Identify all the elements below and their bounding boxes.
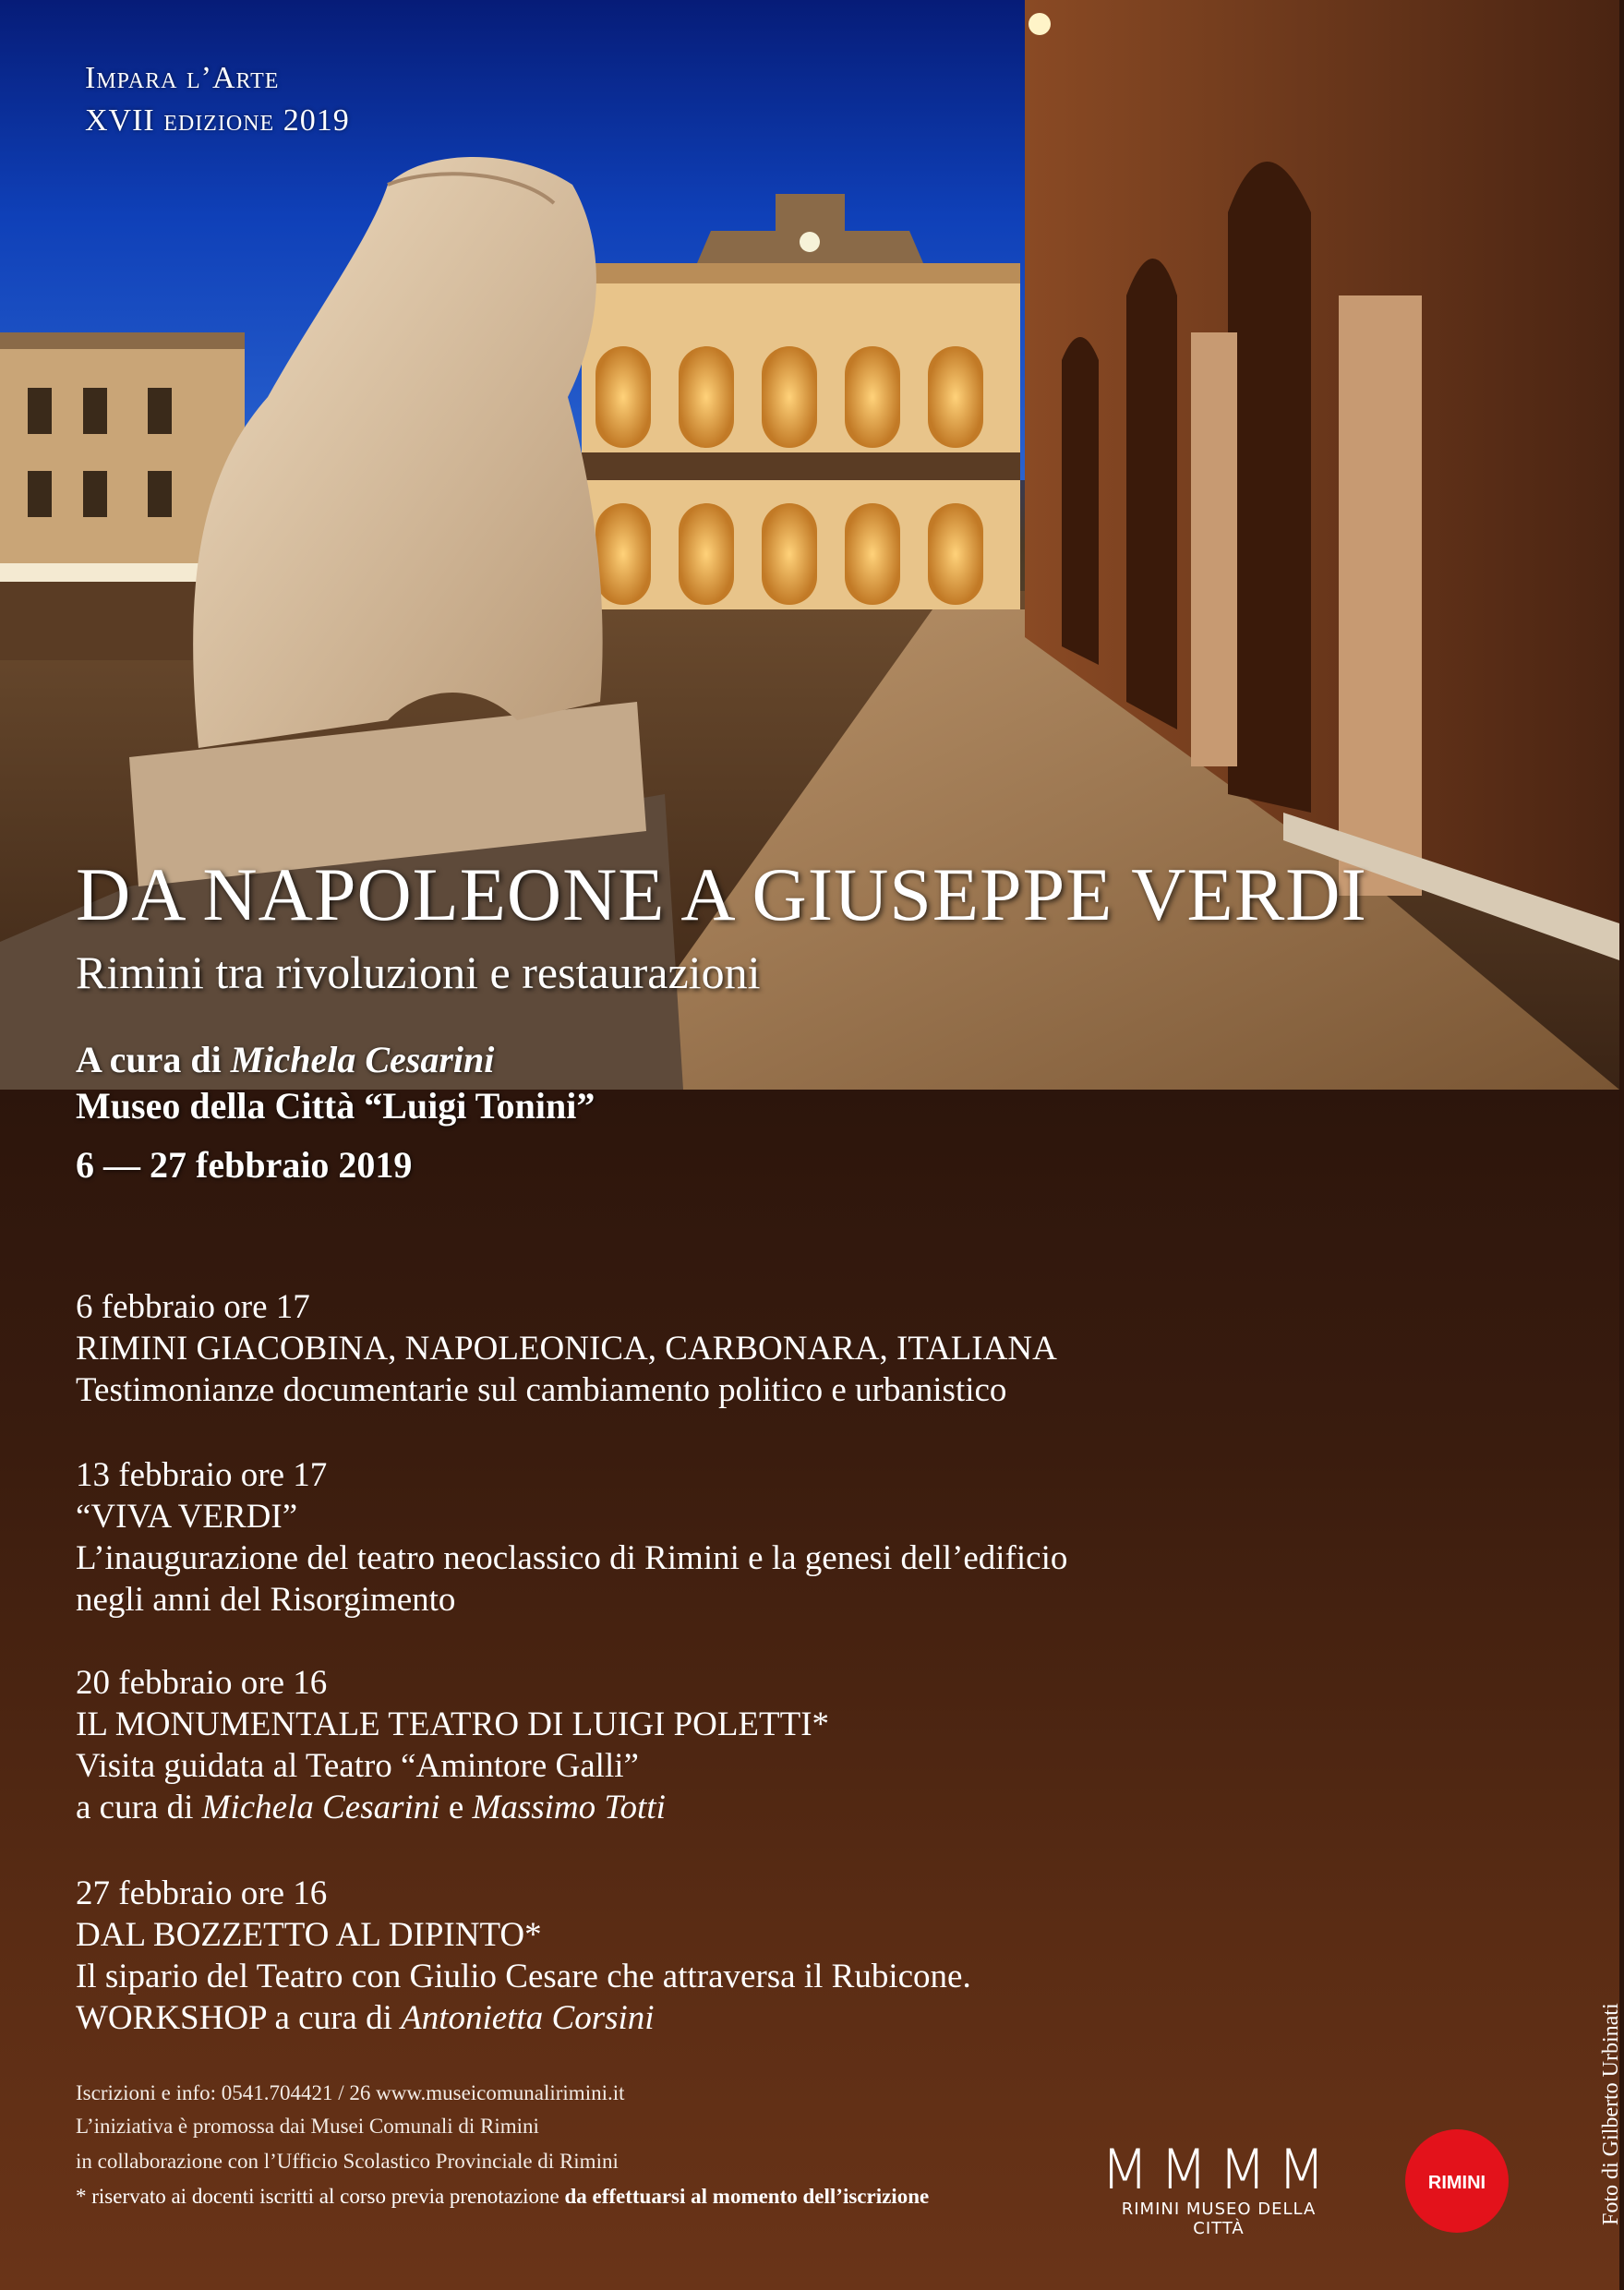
series-name: Impara l’Arte bbox=[85, 61, 280, 95]
event-3-curator-1: Michela Cesarini bbox=[201, 1789, 440, 1826]
event-1 bbox=[76, 1286, 1057, 1411]
photo-credit: Foto di Gilberto Urbinati bbox=[1599, 2003, 1623, 2225]
event-1-title: RIMINI GIACOBINA, NAPOLEONICA, CARBONARA, ITALIANA bbox=[76, 1330, 1057, 1368]
edition-header bbox=[85, 57, 350, 142]
event-4 bbox=[76, 1873, 971, 2039]
event-2-description-cont: negli anni del Risorgimento bbox=[76, 1581, 456, 1619]
event-1-description: Testimonianze documentarie sul cambiamento politico e urbanistico bbox=[76, 1371, 1007, 1409]
event-3-description: Visita guidata al Teatro “Amintore Galli” bbox=[76, 1747, 639, 1785]
event-4-workshop-name: Antonietta Corsini bbox=[401, 1999, 655, 2037]
event-4-workshop-prefix: WORKSHOP a cura di bbox=[76, 1999, 402, 2037]
edition-label: XVII edizione 2019 bbox=[85, 103, 350, 138]
event-3-curators bbox=[76, 1787, 829, 1828]
footer-reserved bbox=[76, 2185, 929, 2209]
main-title: DA NAPOLEONE A GIUSEPPE VERDI bbox=[76, 852, 1367, 936]
museum-logo-letters: MMMM bbox=[1101, 2138, 1337, 2202]
subtitle: Rimini tra rivoluzioni e restaurazioni bbox=[76, 946, 761, 998]
curator-line bbox=[76, 1038, 494, 1081]
footer-reserved-a: * riservato ai docenti iscritti al corso previa prenotazione bbox=[76, 2185, 565, 2208]
event-4-workshop bbox=[76, 1997, 971, 2039]
museum-logo bbox=[1099, 2140, 1339, 2238]
event-2-when: 13 febbraio ore 17 bbox=[76, 1456, 328, 1494]
event-4-title: DAL BOZZETTO AL DIPINTO* bbox=[76, 1916, 542, 1954]
footer-promoted: L’iniziativa è promossa dai Musei Comunali di Rimini bbox=[76, 2115, 539, 2138]
event-3 bbox=[76, 1662, 829, 1828]
event-4-description: Il sipario del Teatro con Giulio Cesare che attraversa il Rubicone. bbox=[76, 1958, 971, 1995]
footer-reserved-b: da effettuarsi al momento dell’iscrizione bbox=[564, 2185, 930, 2208]
event-3-title: IL MONUMENTALE TEATRO DI LUIGI POLETTI* bbox=[76, 1705, 830, 1743]
event-2 bbox=[76, 1454, 1067, 1621]
event-4-when: 27 febbraio ore 16 bbox=[76, 1874, 328, 1912]
event-1-when: 6 febbraio ore 17 bbox=[76, 1288, 310, 1326]
event-2-description: L’inaugurazione del teatro neoclassico di Rimini e la genesi dell’edificio bbox=[76, 1539, 1068, 1577]
footer-contacts: Iscrizioni e info: 0541.704421 / 26 www.museicomunalirimini.it bbox=[76, 2081, 625, 2104]
footer-collaboration: in collaborazione con l’Ufficio Scolastico Provinciale di Rimini bbox=[76, 2150, 619, 2173]
rimini-logo-text: RIMINI bbox=[1427, 2173, 1486, 2193]
curator-name: Michela Cesarini bbox=[230, 1039, 495, 1080]
event-3-when: 20 febbraio ore 16 bbox=[76, 1664, 328, 1702]
event-3-curator-2: Massimo Totti bbox=[472, 1789, 666, 1826]
curator-prefix: A cura di bbox=[76, 1039, 231, 1080]
event-3-curators-join: e bbox=[439, 1789, 473, 1826]
event-2-title: “VIVA VERDI” bbox=[76, 1498, 298, 1536]
venue: Museo della Città “Luigi Tonini” bbox=[76, 1085, 595, 1127]
museum-logo-caption: RIMINI MUSEO DELLA CITTÀ bbox=[1121, 2200, 1317, 2238]
rimini-city-logo bbox=[1401, 2126, 1512, 2236]
event-3-curators-prefix: a cura di bbox=[76, 1789, 202, 1826]
date-range: 6 — 27 febbraio 2019 bbox=[76, 1144, 413, 1186]
